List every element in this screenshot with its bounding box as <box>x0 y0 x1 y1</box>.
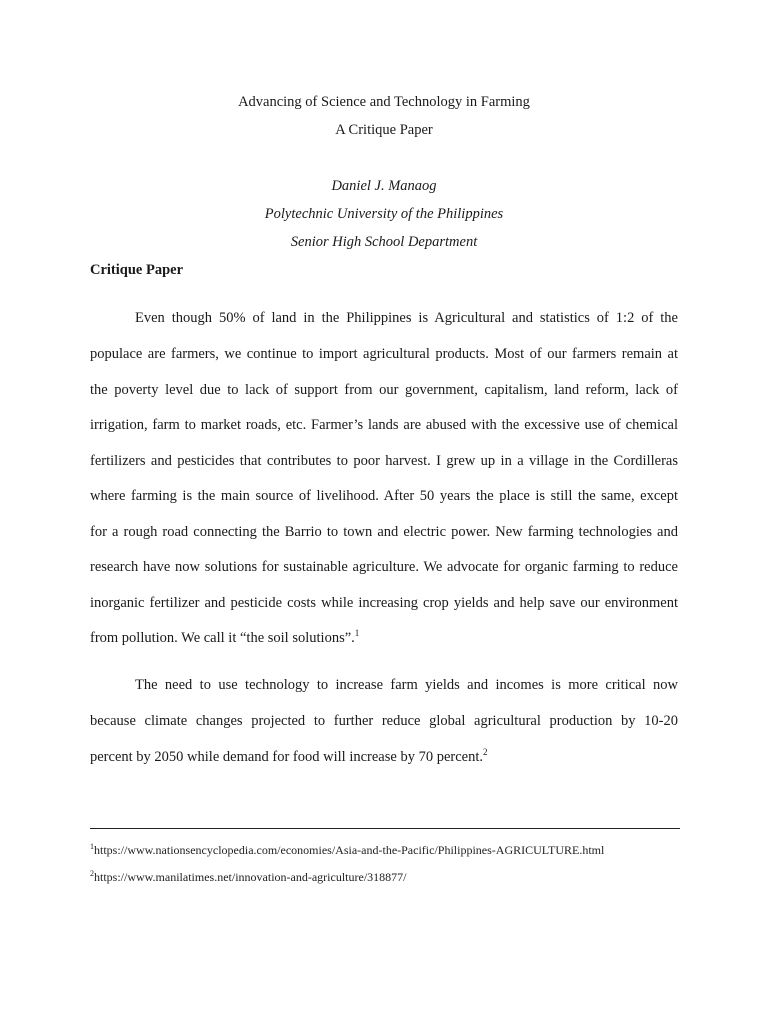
section-heading: Critique Paper <box>90 262 184 278</box>
paper-title: Advancing of Science and Technology in Farming <box>238 94 530 110</box>
paragraph2-last-line <box>90 747 678 767</box>
footnote-link[interactable]: https://www.nationsencyclopedia.com/economies/Asia-and-the-Pacific/Philippines-AGRICULTURE.html <box>94 843 605 857</box>
paragraph2-line: because climate changes projected to further reduce global agricultural production by 10-20 <box>90 713 678 729</box>
paper-subtitle: A Critique Paper <box>335 122 433 138</box>
paragraph2-line: The need to use technology to increase farm yields and incomes is more critical now <box>135 677 678 693</box>
paragraph1-line: Even though 50% of land in the Philippines is Agricultural and statistics of 1:2 of the <box>135 310 678 326</box>
footnote-divider <box>90 828 680 829</box>
paragraph1-text: from pollution. We call it “the soil solutions”. <box>90 630 355 646</box>
paragraph1-line: for a rough road connecting the Barrio to town and electric power. New farming technologies and <box>90 524 678 540</box>
paragraph1-line: fertilizers and pesticides that contributes to poor harvest. I grew up in a village in the Cordilleras <box>90 453 678 469</box>
footnote-1 <box>90 842 604 858</box>
footnote-number: 1 <box>90 842 94 851</box>
paragraph2-text: percent by 2050 while demand for food will increase by 70 percent. <box>90 749 483 765</box>
department-name: Senior High School Department <box>290 234 478 250</box>
paragraph1-line: inorganic fertilizer and pesticide costs while increasing crop yields and help save our environment <box>90 595 678 611</box>
paragraph1-line: irrigation, farm to market roads, etc. Farmer’s lands are abused with the excessive use of chemical <box>90 417 678 433</box>
author-name: Daniel J. Manaog <box>331 178 437 194</box>
paragraph1-line: the poverty level due to lack of support from our government, capitalism, land reform, lack of <box>90 382 678 398</box>
footnote-link[interactable]: https://www.manilatimes.net/innovation-and-agriculture/318877/ <box>94 870 407 884</box>
footnote-2 <box>90 869 407 885</box>
paragraph1-last-line <box>90 628 678 648</box>
footnote-ref-1[interactable]: 1 <box>354 628 360 639</box>
paragraph1-line: research have now solutions for sustainable agriculture. We advocate for organic farming to reduce <box>90 559 678 575</box>
footnote-ref-2[interactable]: 2 <box>482 747 488 758</box>
paragraph1-line: populace are farmers, we continue to import agricultural products. Most of our farmers remain at <box>90 346 678 362</box>
university-name: Polytechnic University of the Philippines <box>264 206 504 222</box>
footnote-number: 2 <box>90 869 94 878</box>
paragraph1-line: where farming is the main source of livelihood. After 50 years the place is still the same, except <box>90 488 678 504</box>
